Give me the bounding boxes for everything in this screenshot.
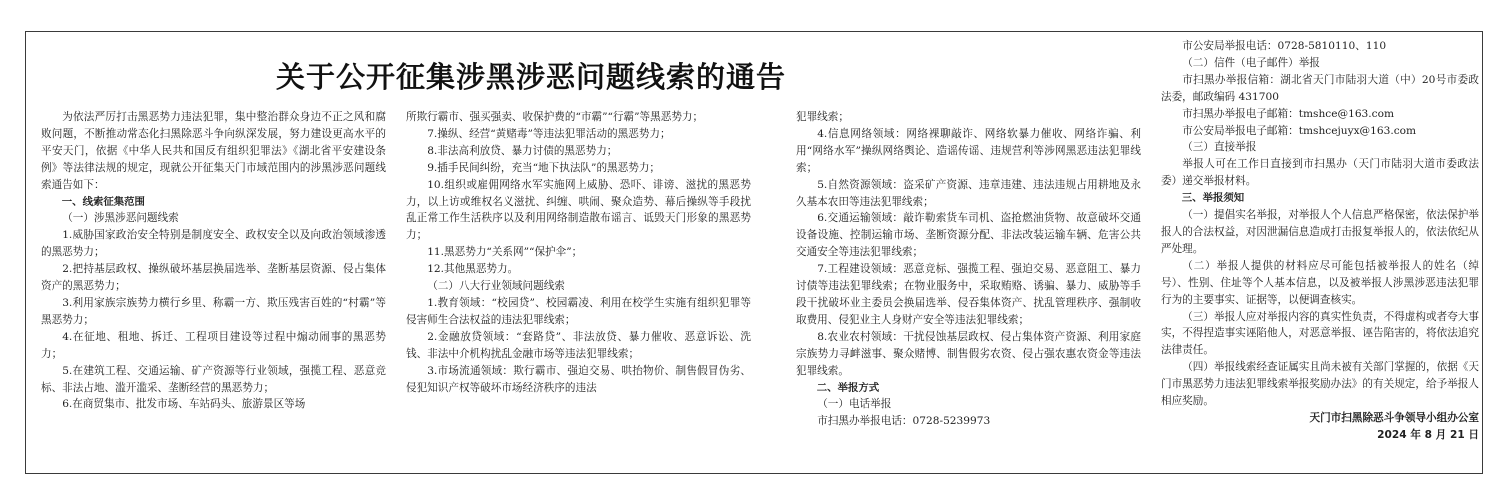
paragraph: （二）信件（电子邮件）举报 [1182,56,1320,69]
signature-line: 天门市扫黑除恶斗争领导小组办公室 [1309,411,1479,424]
paragraph: 市扫黑办举报电子邮箱：tmshce@163.com [1182,107,1395,120]
text-column-4 [1161,38,1479,444]
paragraph: 所欺行霸市、强买强卖、收保护费的“市霸”“行霸”等黑恶势力； [406,111,704,123]
paragraph: （三）举报人应对举报内容的真实性负责，不得虚构或者夸大事实，不得捏造事实诬陷他人，对恶意举报、诬告陷害的，将依法追究法律责任。 [1161,310,1479,357]
text-column-2 [406,109,751,396]
paragraph: 9.插手民间纠纷，充当“地下执法队”的黑恶势力； [427,161,660,174]
paragraph: 市公安局举报电话：0728-5810110、110 [1182,40,1387,52]
paragraph: 市扫黑办举报信箱：湖北省天门市陆羽大道（中）20号市委政法委，邮政编码 431700 [1161,73,1479,103]
paragraph: 8.农业农村领域：干扰侵蚀基层政权、侵占集体资产资源、利用家庭宗族势力寻衅滋事、聚众赌博、制售假劣农资、侵占强农惠农资金等违法犯罪线索。 [796,330,1141,377]
paragraph: （二）举报人提供的材料应尽可能包括被举报人的姓名（绰号）、性别、住址等个人基本信息，以及被举报人涉黑涉恶违法犯罪行为的主要事实、证据等，以便调查核实。 [1161,259,1479,306]
paragraph: 2.把持基层政权、操纵破坏基层换届选举、垄断基层资源、侵占集体资产的黑恶势力； [41,263,386,293]
paragraph: 6.在商贸集市、批发市场、车站码头、旅游景区等场 [62,398,306,411]
paragraph: 2.金融放贷领域：“套路贷”、非法放贷、暴力催收、恶意诉讼、洗钱、非法中介机构扰乱金融市场等违法犯罪线索； [406,330,751,360]
paragraph: 举报人可在工作日直接到市扫黑办（天门市陆羽大道市委政法委）递交举报材料。 [1161,158,1479,188]
paragraph: 3.市场流通领域：欺行霸市、强迫交易、哄抬物价、制售假冒伪劣、侵犯知识产权等破坏市场经济秩序的违法 [406,364,751,394]
paragraph: 11.黑恶势力“关系网”“保护伞”； [427,246,583,259]
text-column-3 [796,109,1141,430]
paragraph: 犯罪线索； [796,111,849,123]
paragraph: 7.操纵、经营“黄赌毒”等违法犯罪活动的黑恶势力； [427,127,671,140]
section-heading: 三、举报须知 [1181,192,1245,205]
paragraph: 1.威胁国家政治安全特别是制度安全、政权安全以及向政治领域渗透的黑恶势力； [41,229,386,259]
paragraph: 5.在建筑工程、交通运输、矿产资源等行业领域，强揽工程、恶意竞标、非法占地、滥开滥采、垄断经营的黑恶势力； [41,364,386,394]
paragraph: 市公安局举报电子邮箱：tmshcejuyx@163.com [1182,124,1417,137]
paragraph: 6.交通运输领域：敲诈勒索货车司机、盗抢燃油货物、故意破坏交通设备设施、控制运输市场、垄断资源分配、非法改装运输车辆、危害公共交通安全等违法犯罪线索； [796,212,1141,259]
paragraph: 为依法严厉打击黑恶势力违法犯罪，集中整治群众身边不正之风和腐败问题，不断推动常态化扫黑除恶斗争向纵深发展，努力建设更高水平的平安天门，依据《中华人民共和国反有组织犯罪法》《湖北省平安建设条例》等法律法规的规定，现就公开征集天门市域范围内的涉黑涉恶问题线索通告如下： [41,111,386,191]
paragraph: 市扫黑办举报电话：0728-5239973 [817,415,991,428]
paragraph: 3.利用家族宗族势力横行乡里、称霸一方、欺压残害百姓的“村霸”等黑恶势力； [41,296,386,326]
section-heading: 二、举报方式 [816,381,880,394]
notice-page [25,31,1483,474]
paragraph: 8.非法高利放贷、暴力讨债的黑恶势力； [427,144,618,157]
signature-line: 2024 年 8 月 21 日 [1377,428,1479,441]
paragraph: 7.工程建设领域：恶意竞标、强揽工程、强迫交易、恶意阻工、暴力讨债等违法犯罪线索；在物业服务中，采取贿赂、诱骗、暴力、威胁等手段干扰破坏业主委员会换届选举、侵吞集体资产、扰乱管理秩序、强制收取费用、侵犯业主人身财产安全等违法犯罪线索； [796,263,1141,326]
notice-title: 关于公开征集涉黑涉恶问题线索的通告 [276,60,787,94]
paragraph: 4.信息网络领域：网络裸聊敲诈、网络软暴力催收、网络诈骗、利用“网络水军”操纵网络舆论、造谣传谣、违规营利等涉网黑恶违法犯罪线索； [796,127,1141,174]
paragraph: 12.其他黑恶势力。 [427,263,519,276]
paragraph: 10.组织或雇佣网络水军实施网上威胁、恐吓、诽谤、滋扰的黑恶势力，以上访或维权名义滋扰、纠缠、哄闹、聚众造势、幕后操纵等手段扰乱正常工作生活秩序以及利用网络制造散布谣言、诋毁天门形象的黑恶势力； [406,178,751,242]
paragraph: （四）举报线索经查证属实且尚未被有关部门掌握的，依据《天门市黑恶势力违法犯罪线索举报奖励办法》的有关规定，给予举报人相应奖励。 [1161,361,1479,408]
text-column-1 [41,109,386,413]
paragraph: （二）八大行业领域问题线索 [427,280,565,293]
paragraph: 5.自然资源领域：盗采矿产资源、违章违建、违法违规占用耕地及永久基本农田等违法犯罪线索； [796,178,1141,208]
paragraph: （一）电话举报 [817,398,892,411]
paragraph: 4.在征地、租地、拆迁、工程项目建设等过程中煽动闹事的黑恶势力； [41,330,386,360]
paragraph: （一）涉黑涉恶问题线索 [62,212,179,225]
section-heading: 一、线索征集范围 [61,195,145,208]
paragraph: （三）直接举报 [1182,141,1257,154]
paragraph: （一）提倡实名举报，对举报人个人信息严格保密，依法保护举报人的合法权益，对因泄漏信息造成打击报复举报人的，依法依纪从严处理。 [1161,209,1479,255]
paragraph: 1.教育领域：“校园贷”、校园霸凌、利用在校学生实施有组织犯罪等侵害师生合法权益的违法犯罪线索； [406,296,751,326]
